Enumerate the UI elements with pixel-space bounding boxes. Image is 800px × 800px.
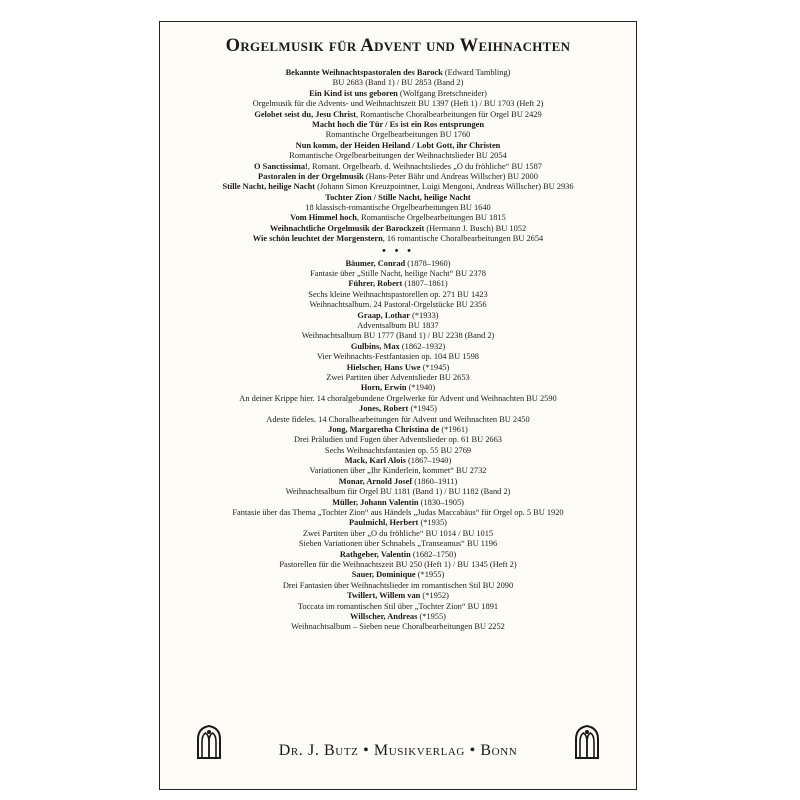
composer-entry: [160, 331, 636, 341]
entry-text: (Edward Tambling): [442, 68, 511, 77]
entry-heading: Gulbins, Max: [350, 341, 400, 351]
entry-heading: Gelobet seist du, Jesu Christ: [254, 109, 356, 119]
composer-entry: [160, 508, 636, 518]
composer-entry: [160, 612, 636, 622]
entry-text: Adventsalbum BU 1837: [357, 320, 439, 330]
entry-heading: Jones, Robert: [359, 404, 409, 414]
entry-text: (Hermann J. Busch) BU 1052: [424, 223, 527, 233]
composer-entry: [160, 550, 636, 560]
collection-entry: [160, 224, 636, 234]
entry-text: (1682–1750): [410, 549, 457, 559]
collection-entry: [160, 203, 636, 213]
entry-text: Pastorellen für die Weihnachtszeit BU 250 (Heft 1) / BU 1345 (Heft 2): [279, 559, 517, 569]
entry-text: An deiner Krippe hier. 14 choralgebundene Orgelwerke für Advent und Weihnachten BU 2590: [239, 393, 557, 403]
entry-text: Weihnachtsalbum BU 1777 (Band 1) / BU 2238 (Band 2): [301, 331, 495, 341]
gothic-window-icon: [574, 725, 600, 759]
entry-text: , 16 romantische Choralbearbeitungen BU 2654: [382, 234, 544, 244]
entry-heading: Führer, Robert: [348, 279, 403, 289]
entry-text: Sechs kleine Weihnachtspastorellen op. 271 BU 1423: [308, 289, 488, 299]
composer-entry: [160, 477, 636, 487]
page-title: Orgelmusik für Advent und Weihnachten: [225, 36, 571, 56]
collection-entry: [160, 89, 636, 99]
entry-text: Fantasie über das Thema „Tochter Zion“ aus Händels „Judas Maccabäus“ für Orgel op. 5 BU 1920: [232, 508, 564, 518]
section-separator: • • •: [381, 244, 415, 257]
entry-text: Zwei Partiten über Adventslieder BU 2653: [326, 372, 470, 382]
entry-text: Zwei Partiten über „O du fröhliche“ BU 1014 / BU 1015: [302, 528, 494, 538]
entry-text: Romantische Orgelbearbeitungen BU 1760: [325, 130, 471, 140]
collection-entry: [160, 99, 636, 109]
entry-heading: Bäumer, Conrad: [345, 258, 406, 268]
composer-entry: [160, 404, 636, 414]
entry-heading: Rathgeber, Valentin: [339, 549, 411, 559]
entry-text: 18 klassisch-romantische Orgelbearbeitungen BU 1640: [305, 203, 491, 213]
entry-text: (*1940): [406, 383, 436, 393]
composer-entry: [160, 591, 636, 601]
entry-text: (1807–1861): [402, 279, 448, 289]
entry-text: Adeste fideles. 14 Choralbearbeitungen für Advent und Weihnachten BU 2450: [266, 414, 530, 424]
entry-text: Weihnachtsalbum – Sieben neue Choralbearbeitungen BU 2252: [291, 622, 505, 632]
composer-entry: [160, 581, 636, 591]
entry-heading: Vom Himmel hoch: [290, 213, 357, 223]
composers-list: [160, 259, 636, 633]
entry-heading: Macht hoch die Tür / Es ist ein Ros entsprungen: [311, 119, 485, 129]
composer-entry: [160, 363, 636, 373]
entry-text: BU 2683 (Band 1) / BU 2853 (Band 2): [332, 78, 464, 88]
entry-text: Weihnachtsalbum für Orgel BU 1181 (Band 1) / BU 1182 (Band 2): [285, 487, 511, 497]
entry-heading: O Sanctissima!: [254, 161, 308, 171]
composer-entry: [160, 290, 636, 300]
entry-text: (1862–1932): [399, 341, 446, 351]
entry-text: Toccata im romantischen Stil über „Tochter Zion“ BU 1891: [297, 601, 499, 611]
composer-entry: [160, 342, 636, 352]
composer-entry: [160, 300, 636, 310]
composer-entry: [160, 518, 636, 528]
composer-entry: [160, 446, 636, 456]
composer-entry: [160, 498, 636, 508]
collection-entry: [160, 68, 636, 78]
entry-heading: Willscher, Andreas: [350, 611, 418, 621]
entry-text: (1878–1960): [405, 258, 451, 268]
entry-text: (*1945): [408, 404, 437, 414]
entry-text: (*1955): [415, 570, 445, 580]
entry-heading: Stille Nacht, heilige Nacht: [222, 182, 316, 192]
composer-entry: [160, 415, 636, 425]
composer-entry: [160, 279, 636, 289]
entry-heading: Ein Kind ist uns geboren: [309, 88, 398, 98]
entry-text: , Romantische Orgelbearbeitungen BU 1815: [356, 213, 506, 223]
entry-text: (Johann Simon Kreuzpointner, Luigi Mengoni, Andreas Willscher) BU 2936: [315, 182, 574, 192]
entry-text: (Hans-Peter Bähr und Andreas Willscher) BU 2000: [363, 171, 538, 181]
entry-heading: Nun komm, der Heiden Heiland / Lobt Gott, ihr Christen: [295, 140, 501, 150]
entry-text: (*1945): [420, 362, 450, 372]
entry-heading: Müller, Johann Valentin: [332, 497, 419, 507]
entry-heading: Paulmichl, Herbert: [349, 518, 419, 528]
composer-entry: [160, 373, 636, 383]
composer-entry: [160, 383, 636, 393]
entry-text: Sieben Variationen über Schnabels „Transeamus“ BU 1196: [298, 539, 498, 549]
entry-heading: Weihnachtliche Orgelmusik der Barockzeit: [269, 223, 425, 233]
entry-text: Variationen über „Ihr Kinderlein, kommet“ BU 2732: [309, 466, 487, 476]
composer-entry: [160, 259, 636, 269]
collection-entry: [160, 193, 636, 203]
composer-entry: [160, 622, 636, 632]
entry-text: (*1935): [418, 518, 447, 528]
collection-entry: [160, 162, 636, 172]
entry-text: (1867–1940): [405, 456, 452, 466]
composer-entry: [160, 570, 636, 580]
composer-entry: [160, 311, 636, 321]
entry-heading: Jong, Margaretha Christina de: [328, 424, 440, 434]
entry-heading: Graap, Lothar: [357, 310, 410, 320]
collection-entry: [160, 213, 636, 223]
catalog-content: [160, 68, 636, 633]
entry-heading: Twillert, Willem van: [347, 591, 421, 601]
composer-entry: [160, 435, 636, 445]
entry-text: , Romant. Orgelbearb. d. Weihnachtsliedes „O du fröhliche“ BU 1587: [307, 161, 542, 171]
entry-text: Sechs Weihnachtsfantasien op. 55 BU 2769: [324, 445, 472, 455]
entry-text: Weihnachtsalbum. 24 Pastoral-Orgelstücke BU 2356: [309, 300, 487, 310]
composer-entry: [160, 394, 636, 404]
catalog-page: [159, 21, 637, 790]
collection-entry: [160, 78, 636, 88]
entry-text: (*1952): [420, 591, 449, 601]
collection-entry: [160, 120, 636, 130]
collection-entry: [160, 234, 636, 244]
composer-entry: [160, 269, 636, 279]
collection-entry: [160, 110, 636, 120]
entry-heading: Hielscher, Hans Uwe: [346, 362, 421, 372]
entry-text: Drei Fantasien über Weihnachtslieder im romantischen Stil BU 2090: [282, 580, 514, 590]
composer-entry: [160, 352, 636, 362]
entry-text: , Romantische Choralbearbeitungen für Orgel BU 2429: [355, 109, 542, 119]
entry-heading: Horn, Erwin: [360, 383, 407, 393]
collection-entry: [160, 130, 636, 140]
entry-text: Orgelmusik für die Advents- und Weihnachtszeit BU 1397 (Heft 1) / BU 1703 (Heft 2): [252, 99, 544, 109]
entry-text: Romantische Orgelbearbeitungen der Weihnachtslieder BU 2054: [289, 151, 507, 161]
entry-heading: Pastoralen in der Orgelmusik: [258, 171, 364, 181]
composer-entry: [160, 560, 636, 570]
collections-list: [160, 68, 636, 245]
entry-heading: Tochter Zion / Stille Nacht, heilige Nacht: [325, 192, 471, 202]
collection-entry: [160, 172, 636, 182]
entry-text: (*1955): [417, 611, 446, 621]
collection-entry: [160, 141, 636, 151]
entry-text: Fantasie über „Stille Nacht, heilige Nacht“ BU 2378: [310, 269, 486, 279]
composer-entry: [160, 487, 636, 497]
publisher-footer: Dr. J. Butz • Musikverlag • Bonn: [278, 742, 518, 759]
entry-heading: Monar, Arnold Josef: [338, 476, 413, 486]
composer-entry: [160, 466, 636, 476]
composer-entry: [160, 321, 636, 331]
composer-entry: [160, 602, 636, 612]
entry-text: (Wolfgang Bretschneider): [397, 88, 487, 98]
entry-text: Vier Weihnachts-Festfantasien op. 104 BU 1598: [317, 352, 479, 362]
entry-heading: Mack, Karl Alois: [344, 456, 406, 466]
collection-entry: [160, 151, 636, 161]
entry-text: (*1961): [439, 424, 468, 434]
entry-text: Drei Präludien und Fugen über Adventslieder op. 61 BU 2663: [294, 435, 502, 445]
entry-heading: Wie schön leuchtet der Morgenstern: [252, 234, 383, 244]
composer-entry: [160, 529, 636, 539]
collection-entry: [160, 182, 636, 192]
entry-text: (*1933): [409, 310, 439, 320]
composer-entry: [160, 425, 636, 435]
composer-entry: [160, 456, 636, 466]
entry-heading: Sauer, Dominique: [351, 570, 416, 580]
entry-text: (1860–1911): [412, 476, 458, 486]
entry-heading: Bekannte Weihnachtspastoralen des Barock: [285, 68, 443, 77]
entry-text: (1830–1905): [418, 497, 464, 507]
composer-entry: [160, 539, 636, 549]
